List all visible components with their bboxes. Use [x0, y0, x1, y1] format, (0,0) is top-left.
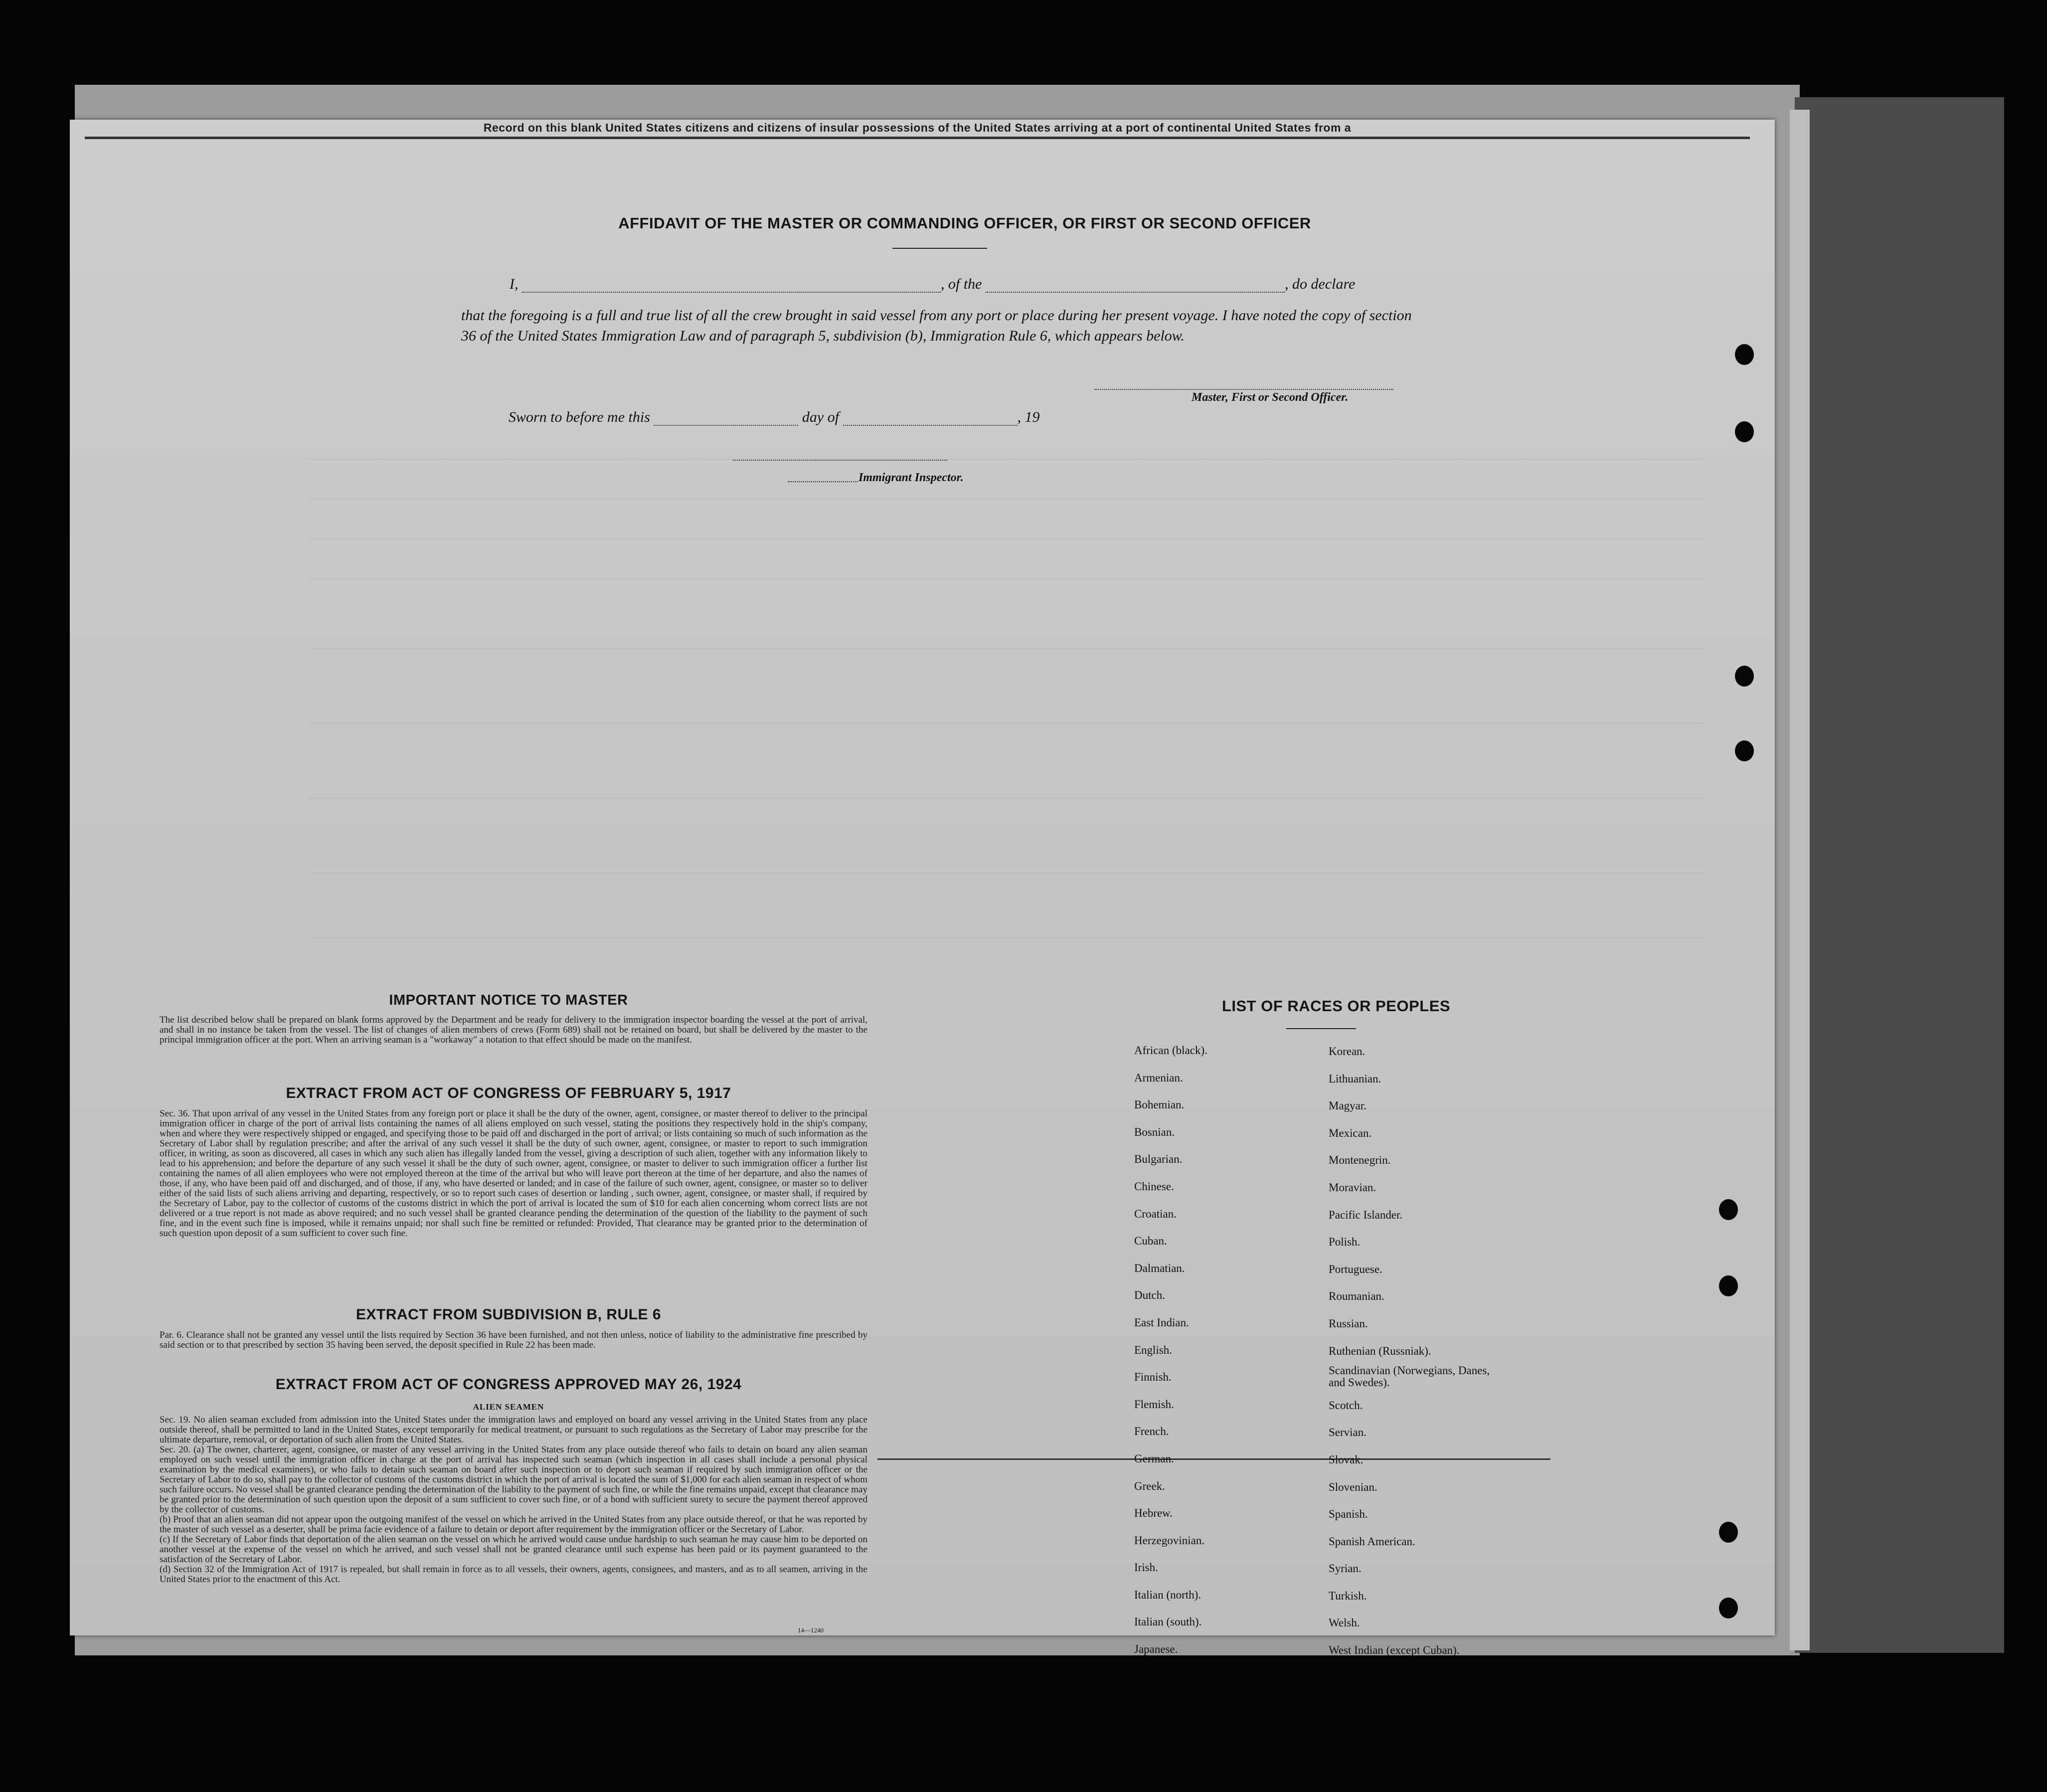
inspector-signature-line[interactable] — [733, 460, 947, 461]
binder-edge — [1795, 97, 2004, 1653]
race-item: Pacific Islander. — [1329, 1208, 1403, 1221]
race-item: Armenian. — [1134, 1071, 1183, 1084]
race-item: Bosnian. — [1134, 1125, 1175, 1138]
race-item: Slovenian. — [1329, 1480, 1377, 1493]
race-item: Roumanian. — [1329, 1290, 1384, 1303]
race-item: Montenegrin. — [1329, 1154, 1391, 1167]
affidavit-declare: , do declare — [1285, 276, 1356, 292]
sec20a-text: Sec. 20. (a) The owner, charterer, agent, consignee, or master of any vessel arriving in the United States from any place outside thereof who fails to detain on board any alien seaman employed on such vessel until the immigration officer in charge at the port of arrival has inspected such seaman (which inspection in all cases shall include a personal physical examination by the medical examiners), or who fails to detain such seaman on board after such inspection or to deport such seaman if required by such immigration officer or the Secretary of Labor to do so, shall pay to the collector of customs of the customs district in which the port of arrival is located the sum of $1,000 for each alien seaman in respect of whom such failure occurs. No vessel shall be granted clearance pending the determination of the liability to the payment of such fine, or while the fine remains unpaid, except that clearance may be granted prior to the determination of such question upon the deposit of a sum sufficient to cover such fine, or of a bond with sufficient surety to secure the payment thereof approved by the collector of customs. — [160, 1444, 867, 1515]
race-item: Moravian. — [1329, 1181, 1376, 1194]
sec20b-text: (b) Proof that an alien seaman did not appear upon the outgoing manifest of the vessel on which he arrived in the United States from any place outside thereof, or that he was reported by the master of such vessel as a deserter, shall be prima facie evidence of a failure to detain or deport after requirement by the immigration officer or the Secretary of Labor. — [160, 1514, 867, 1535]
extract-1917-text: Sec. 36. That upon arrival of any vessel in the United States from any foreign port or place it shall be the duty of the owner, agent, consignee, or master thereof to deliver to the principal immigration officer in charge of the port of arrival lists containing the names of all aliens employed on such vessel, stating the positions they respectively hold in the ship's company, when and where they were respectively shipped or engaged, and specifying those to be paid off and discharged in the port of arrival; or lists containing so much of such information as the Secretary of Labor shall by regulation prescribe; and after the arrival of any such vessel it shall be the duty of such owner, agent, consignee, or master to report to such immigration officer, in writing, as soon as discovered, all cases in which any such alien has illegally landed from the vessel, giving a description of such alien, together with any information likely to lead to his apprehension; and before the departure of any such vessel it shall be the duty of such owner, agent, consignee, or master to deliver to such immigration officer a further list containing the names of all alien employees who were not employed thereon at the time of the arrival but who will leave port thereon at the time of her departure, and also the names of those, if any, who have been paid off and discharged, and of those, if any, who have deserted or landed; and in case of the failure of such owner, agent, consignee, or master so to deliver either of the said lists of such aliens arriving and departing, respectively, or so to report such cases of desertion or landing , such owner, agent, consignee, or master shall, if required by the Secretary of Labor, pay to the collector of customs of the customs district in which the port of arrival is located the sum of $10 for each alien concerning whom correct lists are not delivered or a true report is not made as above required; and no such vessel shall be granted clearance pending the determination of the question of the liability to the payment of such fine, and in the event such fine is imposed, while it remains unpaid; nor shall such fine be remitted or refunded: Provided, That clearance may be granted prior to the determination of such question upon deposit of a sum sufficient to cover such fine. — [160, 1108, 867, 1239]
signature-line[interactable] — [1094, 389, 1393, 390]
sworn-line — [509, 409, 1040, 426]
race-item: Servian. — [1329, 1426, 1367, 1439]
races-title: LIST OF RACES OR PEOPLES — [1221, 997, 1451, 1015]
affidavit-declaration-line — [510, 276, 1417, 293]
inspector-dotline — [788, 481, 857, 482]
race-item: Italian (south). — [1134, 1615, 1202, 1628]
extract-1917-title: EXTRACT FROM ACT OF CONGRESS OF FEBRUARY 5, 1917 — [286, 1085, 731, 1101]
races-left-column — [1134, 1037, 1334, 1663]
title-underline — [892, 248, 987, 249]
race-item: German. — [1134, 1452, 1174, 1465]
signature-label: Master, First or Second Officer. — [1192, 391, 1349, 404]
name-field[interactable] — [522, 292, 941, 293]
inspector-label: Immigrant Inspector. — [858, 471, 964, 484]
sec20d-text: (d) Section 32 of the Immigration Act of 1917 is repealed, but shall remain in force as to all vessels, their owners, agents, consignees, and masters, and as to all seamen, arriving in the United States prior to the enactment of this Act. — [160, 1564, 867, 1585]
extract-1924-body — [160, 1415, 867, 1585]
sworn-month-field[interactable] — [843, 425, 1018, 426]
race-item: Syrian. — [1329, 1562, 1362, 1575]
race-item: Russian. — [1329, 1317, 1368, 1330]
race-item: Irish. — [1134, 1561, 1158, 1574]
race-item: Italian (north). — [1134, 1588, 1201, 1601]
race-item: Bohemian. — [1134, 1098, 1185, 1111]
race-item: African (black). — [1134, 1044, 1207, 1057]
race-item: Magyar. — [1329, 1099, 1367, 1112]
race-item: Flemish. — [1134, 1398, 1174, 1411]
affidavit-title: AFFIDAVIT OF THE MASTER OR COMMANDING OFFICER, OR FIRST OR SECOND OFFICER — [618, 214, 1311, 232]
header-strip: Record on this blank United States citizens and citizens of insular possessions of the United States arriving at a port of continental United States from a — [85, 119, 1750, 139]
extract-rule6-title: EXTRACT FROM SUBDIVISION B, RULE 6 — [355, 1306, 662, 1323]
race-item: Scandinavian (Norwegians, Danes, and Swedes). — [1329, 1364, 1490, 1389]
notice-text: The list described below shall be prepared on blank forms approved by the Department and be ready for delivery to the immigration inspector boarding the vessel at the port of arrival, and shall in no instance be taken from the vessel. The list of changes of alien members of crews (Form 689) shall not be retained on board, but shall be delivered by the master to the principal immigration officer at the port. When an arriving seaman is a "workaway" a notation to that effect should be made on the manifest. — [160, 1015, 867, 1045]
races-title-rule — [1286, 1028, 1356, 1029]
affidavit-i: I, — [510, 276, 518, 292]
extract-1924-subtitle: ALIEN SEAMEN — [473, 1402, 544, 1412]
race-item: Portuguese. — [1329, 1262, 1382, 1275]
race-item: Spanish. — [1329, 1508, 1368, 1521]
sworn-prefix: Sworn to before me this — [509, 409, 650, 425]
race-item: Croatian. — [1134, 1207, 1177, 1220]
race-item: Polish. — [1329, 1236, 1361, 1249]
race-item: Spanish American. — [1329, 1535, 1415, 1548]
race-item: Dutch. — [1134, 1289, 1165, 1302]
affidavit-of-the: , of the — [941, 276, 982, 292]
race-item: Korean. — [1329, 1045, 1365, 1058]
extract-1924-title: EXTRACT FROM ACT OF CONGRESS APPROVED MAY 26, 1924 — [275, 1376, 742, 1393]
race-item: Herzegovinian. — [1134, 1534, 1205, 1547]
race-item: English. — [1134, 1343, 1173, 1356]
race-item: Chinese. — [1134, 1180, 1174, 1193]
race-item: Lithuanian. — [1329, 1072, 1381, 1085]
race-item: Slovak. — [1329, 1453, 1364, 1466]
sworn-day-label: day of — [802, 409, 840, 425]
race-item: Finnish. — [1134, 1371, 1172, 1384]
race-item: French. — [1134, 1425, 1169, 1438]
race-item: Bulgarian. — [1134, 1153, 1183, 1166]
sec19-text: Sec. 19. No alien seaman excluded from admission into the United States under the immigration laws and employed on board any vessel arriving in the United States from any place outside thereof, shall be permitted to land in the United States, except temporarily for medical treatment, or pursuant to such regulations as the Secretary of Labor may prescribe for the ultimate departure, removal, or deportation of such alien from the United States. — [160, 1415, 867, 1445]
race-item: Greek. — [1134, 1479, 1165, 1492]
sworn-day-field[interactable] — [654, 425, 798, 426]
sec20c-text: (c) If the Secretary of Labor finds that deportation of the alien seaman on the vessel on which he arrived would cause undue hardship to such seaman he may cause him to be deported on another vessel at the expense of the vessel on which he arrived, and such vessel shall not be granted clearance until such expense has been paid or its payment guaranteed to the satisfaction of the Secretary of Labor. — [160, 1534, 867, 1565]
sworn-year-label: , 19 — [1017, 409, 1040, 425]
extract-rule6-text: Par. 6. Clearance shall not be granted any vessel until the lists required by Section 36 have been furnished, and not then unless, notice of liability to the administrative fine prescribed by said section or to that prescribed by section 35 having been served, the deposit specified in Rule 22 has been made. — [160, 1330, 867, 1350]
race-item: Hebrew. — [1134, 1507, 1173, 1520]
race-item: Dalmatian. — [1134, 1261, 1185, 1274]
race-item: Welsh. — [1329, 1616, 1360, 1629]
notice-title: IMPORTANT NOTICE TO MASTER — [389, 992, 628, 1008]
races-right-column — [1329, 1038, 1563, 1664]
race-item: Scotch. — [1329, 1399, 1363, 1412]
affidavit-body: that the foregoing is a full and true list of all the crew brought in said vessel from any port or place during her present voyage. I have noted the copy of section 36 of the United States Immigration Law and of paragraph 5, subdivision (b), Immigration Rule 6, which appears below. — [461, 307, 1412, 344]
race-item: Mexican. — [1329, 1126, 1372, 1139]
race-item: Cuban. — [1134, 1235, 1167, 1248]
vessel-field[interactable] — [986, 292, 1285, 293]
race-item: Ruthenian (Russniak). — [1329, 1344, 1431, 1357]
race-item: West Indian (except Cuban). — [1329, 1644, 1460, 1657]
form-number: 14—1240 — [798, 1626, 824, 1634]
race-item: East Indian. — [1134, 1316, 1189, 1329]
page-edge — [1790, 110, 1810, 1650]
race-item: Japanese. — [1134, 1643, 1178, 1656]
race-item: Turkish. — [1329, 1589, 1367, 1602]
